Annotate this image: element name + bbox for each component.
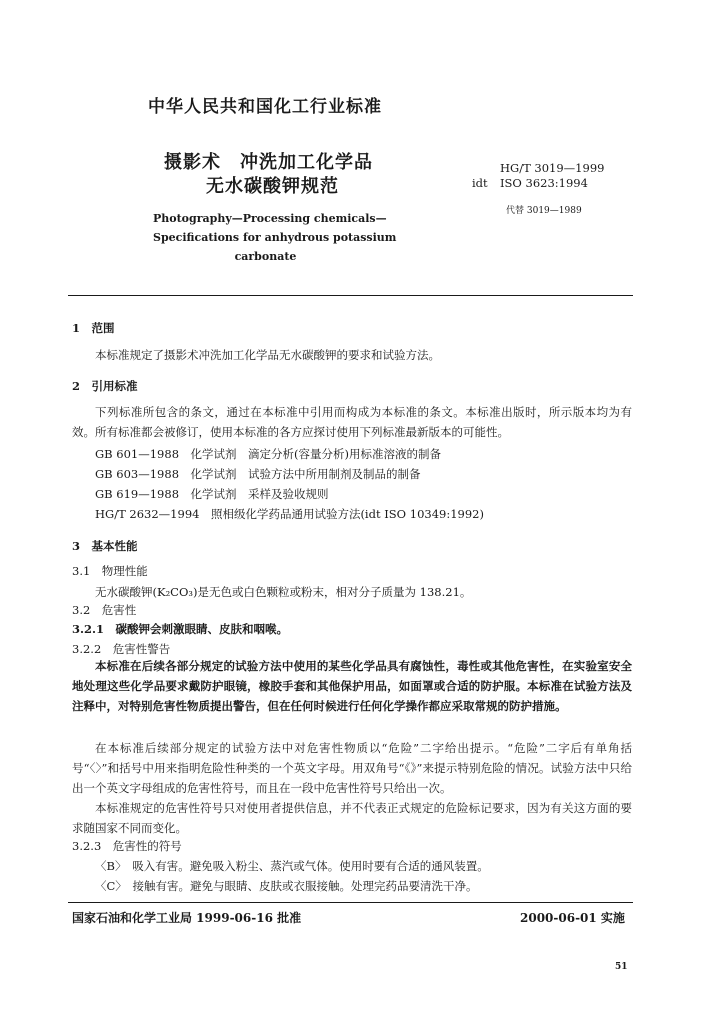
section-3-2-3-heading: 3.2.3 危害性的符号 bbox=[72, 839, 182, 853]
standard-block bbox=[472, 161, 605, 191]
reference-item: GB 603—1988 化学试剂 试验方法中所用制剂及制品的制备 bbox=[95, 467, 421, 481]
section-2-text: 下列标准所包含的条文，通过在本标准中引用而构成为本标准的条文。本标准出版时，所示版本均为有效。所有标准都会被修订，使用本标准的各方应探讨使用下列标准最新版本的可能性。 bbox=[72, 405, 632, 439]
hazard-warning-paragraph: 本标准在后续各部分规定的试验方法中使用的某些化学品具有腐蚀性，毒性或其他危害性，在实验室安全地处理这些化学品要求戴防护眼镜，橡胶手套和其他保护用品，如面罩或合适的防护服。本标准在试验方法及注释中，对特别危害性物质提出警告，但在任何时候进行任何化学操作都应采取常规的防护措施。 bbox=[72, 659, 632, 713]
section-1-text: 本标准规定了摄影术冲洗加工化学品无水碳酸钾的要求和试验方法。 bbox=[95, 348, 440, 362]
title-english-line3: carbonate bbox=[234, 250, 297, 263]
title-chinese-line2: 无水碳酸钾规范 bbox=[206, 176, 339, 197]
footer-divider bbox=[68, 902, 633, 903]
section-3-1-heading: 3.1 物理性能 bbox=[72, 564, 148, 578]
reference-item: GB 601—1988 化学试剂 滴定分析(容量分析)用标准溶液的制备 bbox=[95, 447, 441, 461]
title-english-line1: Photography—Processing chemicals— bbox=[153, 212, 387, 225]
issuing-organization: 中华人民共和国化工行业标准 bbox=[148, 97, 382, 117]
title-english-line2: Specifications for anhydrous potassium bbox=[153, 231, 397, 244]
reference-item: HG/T 2632—1994 照相级化学药品通用试验方法(idt ISO 10349:1992) bbox=[95, 507, 484, 521]
section-3-1-text: 无水碳酸钾(K₂CO₃)是无色或白色颗粒或粉末，相对分子质量为 138.21。 bbox=[95, 585, 472, 599]
approval-line: 国家石油和化学工业局 1999-06-16 批准 bbox=[72, 911, 302, 925]
replaces-note: 代替 3019—1989 bbox=[506, 206, 582, 216]
section-1-heading: 1 范围 bbox=[72, 321, 115, 335]
section-3-2-1: 3.2.1 碳酸钾会刺激眼睛、皮肤和咽喉。 bbox=[72, 622, 289, 636]
hazard-symbol-b: 〈B〉 吸入有害。避免吸入粉尘、蒸汽或气体。使用时要有合适的通风装置。 bbox=[95, 859, 489, 873]
reference-item: GB 619—1988 化学试剂 采样及验收规则 bbox=[95, 487, 329, 501]
header-divider bbox=[68, 295, 633, 296]
section-2-heading: 2 引用标准 bbox=[72, 379, 138, 393]
idt-label: idt bbox=[472, 176, 488, 190]
section-3-2-heading: 3.2 危害性 bbox=[72, 603, 137, 617]
hazard-info-paragraph: 本标准规定的危害性符号只对使用者提供信息，并不代表正式规定的危险标记要求，因为有关这方面的要求随国家不同而变化。 bbox=[72, 801, 632, 835]
iso-number: ISO 3623:1994 bbox=[500, 176, 588, 190]
page-number: 51 bbox=[615, 962, 628, 972]
effective-date: 2000-06-01 实施 bbox=[520, 911, 625, 925]
hazard-marking-paragraph: 在本标准后续部分规定的试验方法中对危害性物质以“危险”二字给出提示。“危险”二字后有单角括号“〈〉”和括号中用来指明危险性种类的一个英文字母。用双角号“《》”来提示特别危险的情况。试验方法中只给出一个英文字母组成的危害性符号，而且在一段中危害性符号只给出一次。 bbox=[72, 741, 632, 795]
section-3-heading: 3 基本性能 bbox=[72, 539, 138, 553]
title-chinese-line1: 摄影术 冲洗加工化学品 bbox=[164, 152, 373, 173]
standard-number: HG/T 3019—1999 bbox=[500, 161, 605, 175]
section-3-2-2-heading: 3.2.2 危害性警告 bbox=[72, 642, 171, 656]
hazard-symbol-c: 〈C〉 接触有害。避免与眼睛、皮肤或衣服接触。处理完药品要清洗干净。 bbox=[95, 879, 478, 893]
